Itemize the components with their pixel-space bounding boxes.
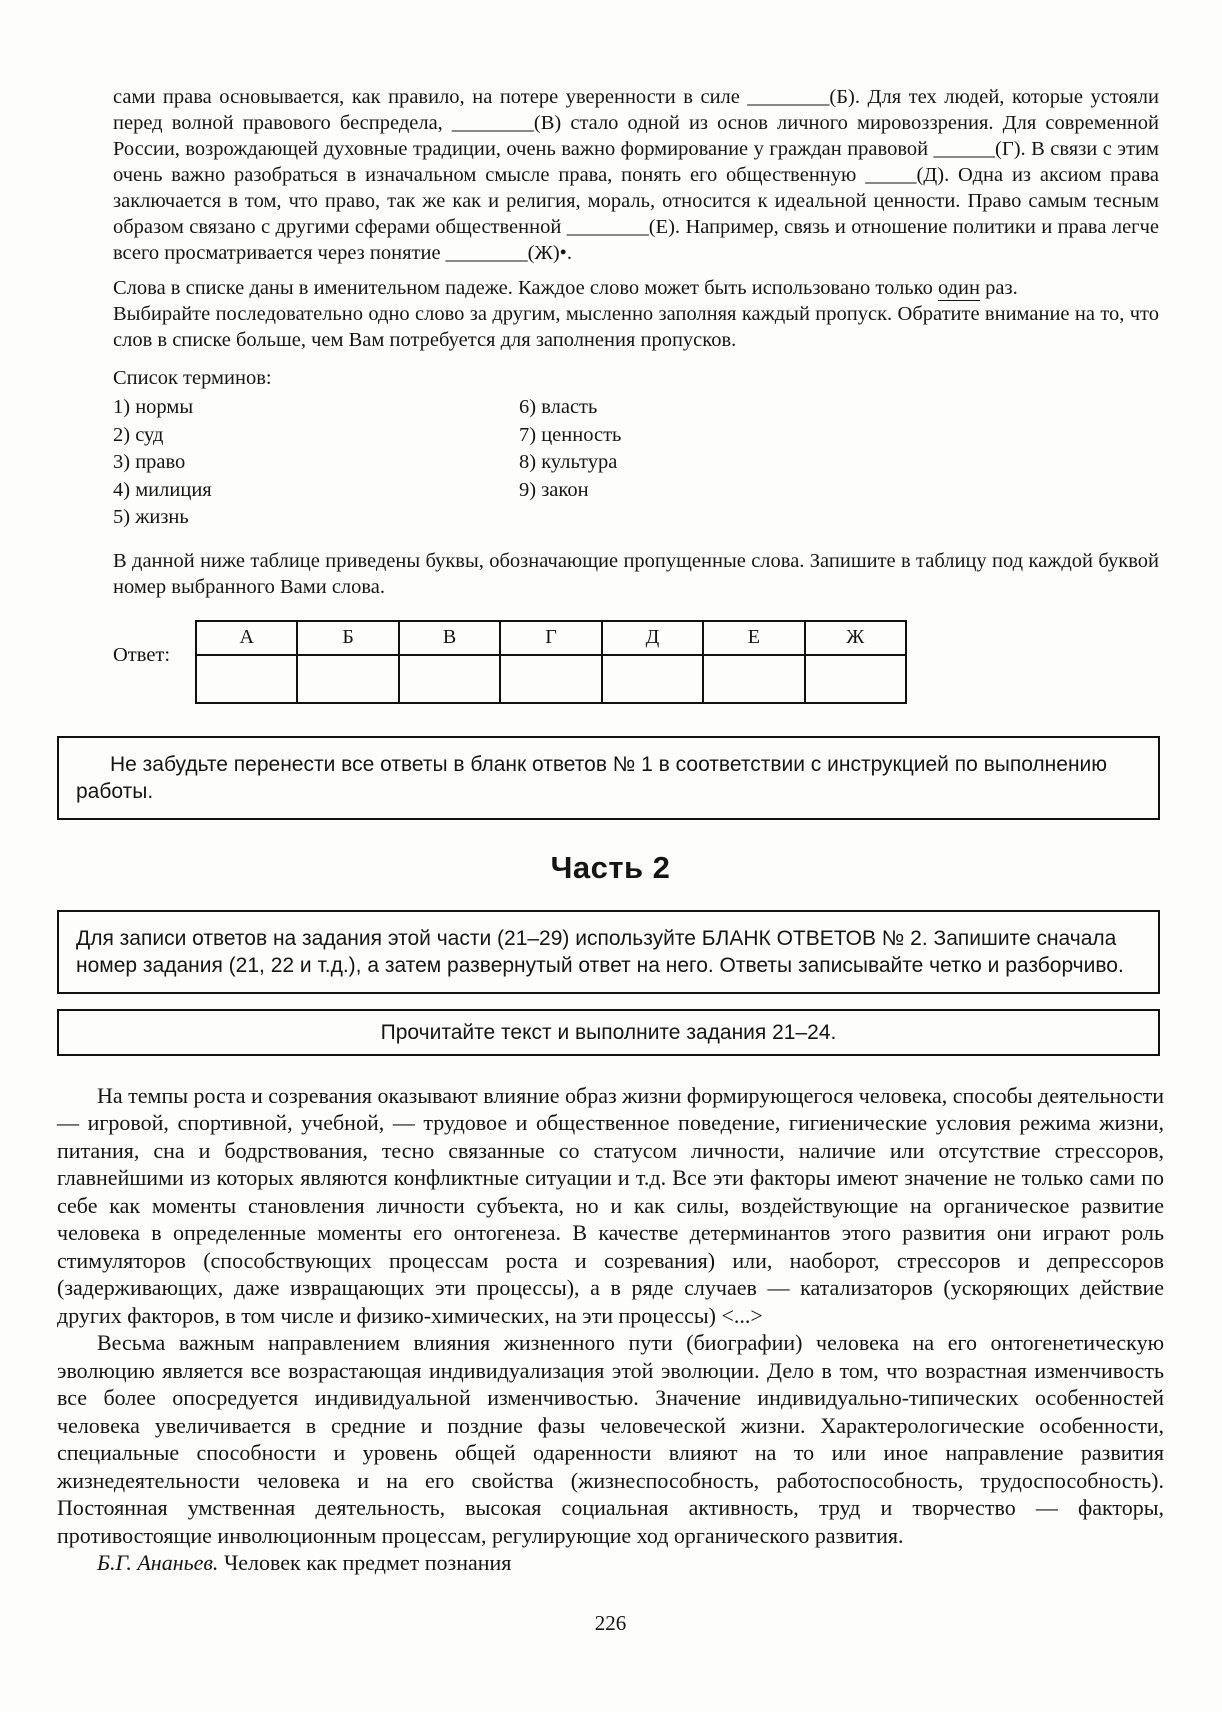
answer-cell-b	[297, 655, 398, 703]
term-item: 7) ценность	[519, 423, 622, 446]
note-text-after: раз.	[980, 277, 1018, 299]
reading-text-block	[57, 1082, 1164, 1577]
term-item: 6) власть	[519, 396, 598, 418]
reading-paragraph-1: На темпы роста и созревания оказывают влияние образ жизни формирующегося человека, способы деятельности — игровой, спортивной, учебной, — трудовое и общественное поведение, гигиенические условия режима жизни, питания, сна и бодрствования, тесно связанные со статусом личности, наличие или отсутствие стрессоров, главнейшими из которых являются конфликтные ситуации и т.д. Все эти факторы имеют значение не только сами по себе как моменты становления личности субъекта, но и как силы, воздействующие на органическое развитие человека в определенные моменты его онтогенеза. В качестве детерминантов этого развития они играют роль стимуляторов (способствующих процессам роста и созревания) или, наоборот, стрессоров и депрессоров (задерживающих, даже извращающих эти процессы), а в ряде случаев — катализаторов (ускоряющих действие других факторов, в том числе и физико-химических, на эти процессы) <...>	[57, 1082, 1164, 1328]
answer-letter-e: Е	[703, 621, 804, 655]
transfer-answers-note-box	[57, 736, 1160, 820]
answer-cell-v	[399, 655, 500, 703]
terms-list	[113, 394, 1159, 532]
term-item: 1) нормы	[113, 396, 194, 418]
part-2-instruction-text: Для записи ответов на задания этой части (21–29) используйте БЛАНК ОТВЕТОВ № 2. Запишите сначала номер задания (21, 22 и т.д.), а затем развернутый ответ на него. Ответы записывайте четко и разборчиво.	[76, 926, 1124, 977]
answer-section	[113, 620, 1159, 704]
attribution-line	[57, 1549, 1164, 1577]
answer-cell-a	[196, 655, 297, 703]
page-number: 226	[594, 1610, 627, 1635]
answer-letter-zh: Ж	[805, 621, 906, 655]
note-text-before: Слова в списке даны в именительном падеже. Каждое слово может быть использовано только	[113, 277, 938, 299]
term-item: 3) право	[113, 451, 186, 473]
answer-letter-a: А	[196, 621, 297, 655]
transfer-answers-note-text: Не забудьте перенести все ответы в бланк ответов № 1 в соответствии с инструкцией по выполнению работы.	[76, 752, 1108, 803]
task-fill-in-paragraph: сами права основывается, как правило, на потере уверенности в силе ________(Б). Для тех людей, которые устояли перед волной правового беспредела, ________(В) стало одной из основ личного мировоззрения. Для современной России, возрождающей духовные традиции, очень важно формирование у граждан правовой ______(Г). В связи с этим очень важно разобраться в изначальном смысле права, понять его общественную _____(Д). Одна из аксиом права заключается в том, что право, так же как и религия, мораль, относится к идеальной ценности. Право самым тесным образом связано с другими сферами общественной ________(Е). Например, связь и отношение политики и права легче всего просматривается через понятие ________(Ж)•.	[113, 86, 1159, 264]
part-2-instruction-box	[57, 910, 1160, 994]
answer-letter-v: В	[399, 621, 500, 655]
answer-label: Ответ:	[113, 643, 171, 666]
term-item: 2) суд	[113, 423, 164, 446]
terms-column-left	[113, 394, 519, 532]
answer-letter-d: Д	[602, 621, 703, 655]
terms-column-right	[519, 394, 621, 532]
answer-table-note: В данной ниже таблице приведены буквы, обозначающие пропущенные слова. Запишите в таблицу под каждой буквой номер выбранного Вами слова.	[113, 549, 1159, 598]
task-note-sequence: Выбирайте последовательно одно слово за другим, мысленно заполняя каждый пропуск. Обратите внимание на то, что слов в списке больше, чем Вам потребуется для заполнения пропусков.	[113, 303, 1159, 351]
answer-cell-d	[602, 655, 703, 703]
attribution-work-title: Человек как предмет познания	[223, 1550, 512, 1575]
answer-letter-g: Г	[500, 621, 601, 655]
underlined-word: один	[937, 277, 980, 299]
reading-instruction-box	[57, 1009, 1160, 1056]
term-item: 8) культура	[519, 451, 618, 473]
answer-cell-zh	[805, 655, 906, 703]
task-20-block	[113, 84, 1159, 704]
terms-list-heading: Список терминов:	[113, 367, 272, 389]
task-note-unique-use	[113, 275, 1159, 301]
attribution-author: Б.Г. Ананьев.	[97, 1550, 219, 1575]
term-item: 9) закон	[519, 478, 589, 501]
term-item: 5) жизнь	[113, 506, 189, 528]
answer-cell-g	[500, 655, 601, 703]
answer-letters-row	[196, 621, 906, 655]
answer-blank-row	[196, 655, 906, 703]
term-item: 4) милиция	[113, 478, 212, 501]
answer-letter-b: Б	[297, 621, 398, 655]
answer-table	[195, 620, 907, 704]
reading-instruction-text: Прочитайте текст и выполните задания 21–24.	[380, 1020, 837, 1044]
answer-cell-e	[703, 655, 804, 703]
part-2-title: Часть 2	[550, 849, 671, 885]
reading-paragraph-2: Весьма важным направлением влияния жизненного пути (биографии) человека на его онтогенетическую эволюцию является все возрастающая индивидуализация этой эволюции. Дело в том, что возрастная изменчивость все более опосредуется индивидуальной изменчивостью. Значение индивидуально-типических особенностей человека увеличивается в средние и поздние фазы человеческой жизни. Характерологические особенности, специальные способности и уровень общей одаренности влияют на то или иное направление развития жизнедеятельности человека и на его свойства (жизнеспособность, работоспособность, трудоспособность). Постоянная умственная деятельность, высокая социальная активность, труд и творчество — факторы, противостоящие инволюционным процессам, регулирующие ход органического развития.	[57, 1330, 1164, 1548]
